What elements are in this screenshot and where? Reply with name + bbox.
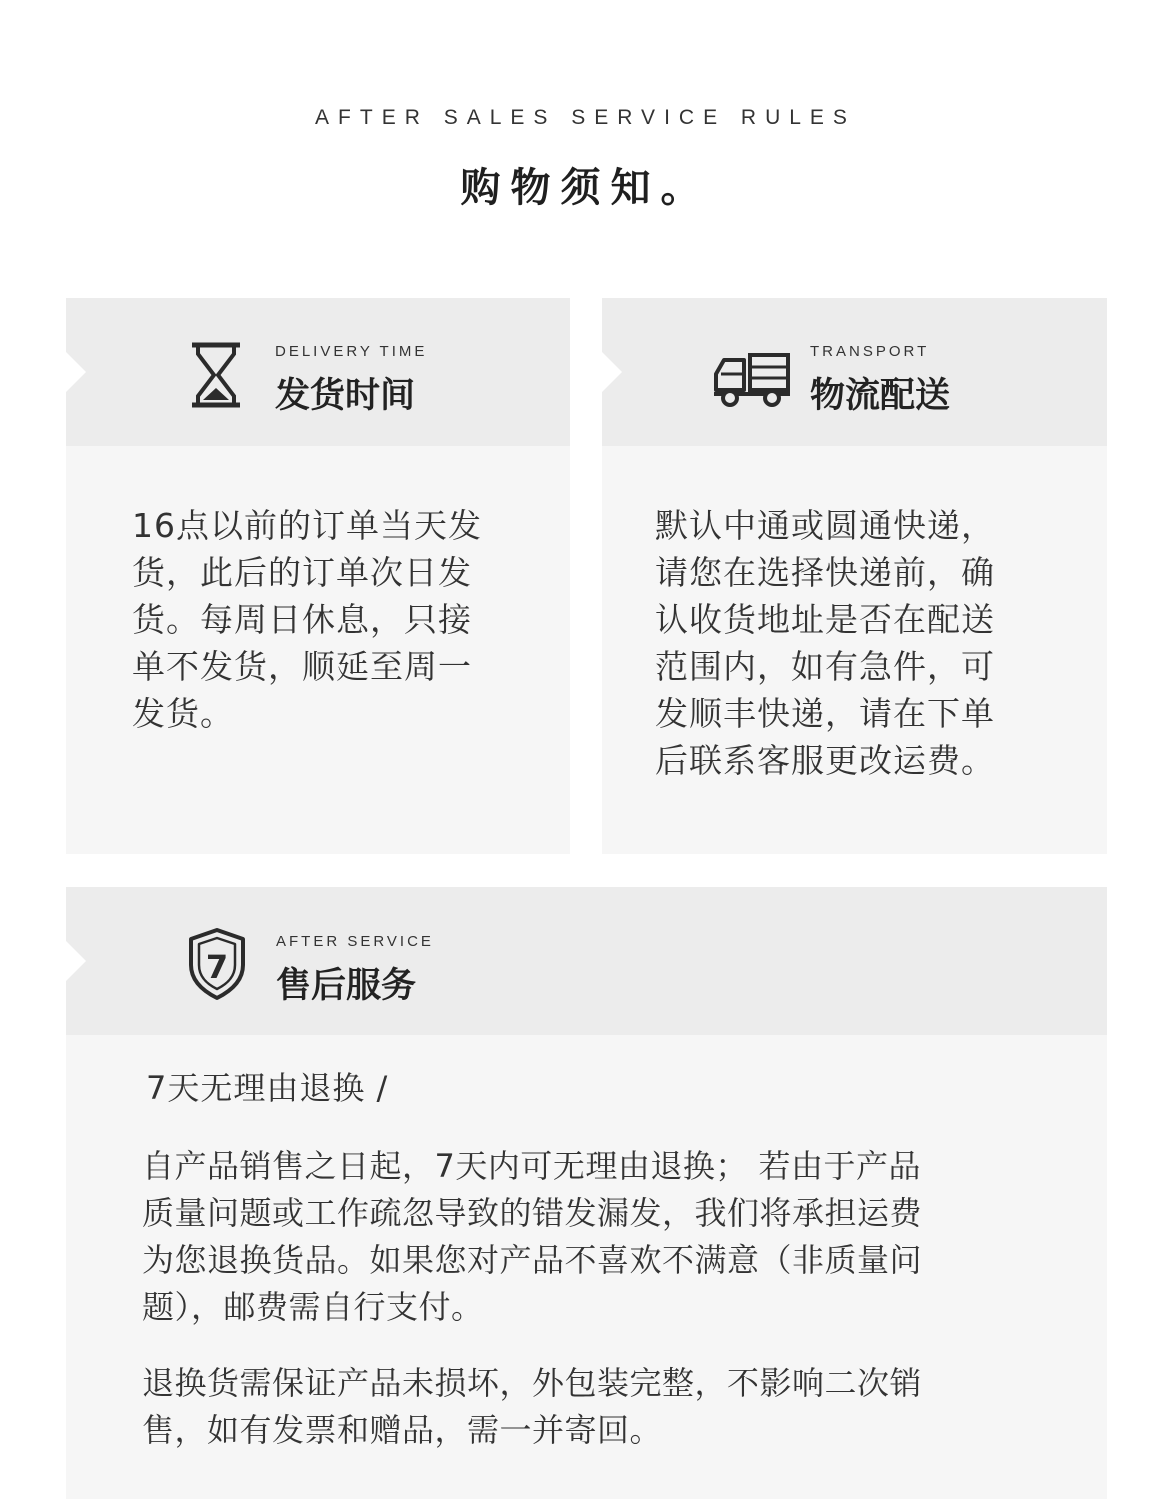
header-notch [66,941,86,981]
hourglass-icon [190,342,242,408]
transport-line: 后联系客服更改运费。 [655,741,995,780]
delivery-title-en: DELIVERY TIME [275,343,428,360]
delivery-card-header [66,298,570,446]
shield-seven-icon [187,927,247,1001]
transport-line: 发顺丰快递，请在下单 [655,694,995,733]
after-service-card-header [66,887,1107,1035]
para-line: 退换货需保证产品未损坏，外包装完整，不影响二次销 [142,1364,923,1402]
para-line: 售，如有发票和赠品，需一并寄回。 [142,1411,663,1449]
after-service-para-1 [142,1143,1102,1331]
transport-line: 范围内，如有急件，可 [655,647,995,686]
para-line: 为您退换货品。如果您对产品不喜欢不满意（非质量问 [142,1241,923,1279]
after-service-card [66,887,1107,1499]
para-line: 质量问题或工作疏忽导致的错发漏发，我们将承担运费 [142,1194,923,1232]
header-notch [66,352,86,392]
transport-text [655,502,1095,784]
transport-card [602,298,1107,854]
para-line: 题），邮费需自行支付。 [142,1288,484,1326]
delivery-line: 货，此后的订单次日发 [132,553,472,592]
delivery-line: 16点以前的订单当天发 [132,506,482,545]
header-notch [602,352,622,392]
transport-line: 认收货地址是否在配送 [655,600,995,639]
page-kicker: AFTER SALES SERVICE RULES [315,106,856,129]
delivery-title-zh: 发货时间 [275,376,416,416]
para-line: 自产品销售之日起，7天内可无理由退换； 若由于产品 [142,1147,922,1185]
delivery-text [132,502,562,737]
delivery-line: 单不发货，顺延至周一 [132,647,472,686]
delivery-line: 发货。 [132,694,234,733]
shield-digit: 7 [205,948,229,986]
delivery-line: 货。每周日休息，只接 [132,600,472,639]
transport-title-en: TRANSPORT [810,343,930,360]
transport-card-header [602,298,1107,446]
truck-icon [712,352,792,408]
after-service-title-zh: 售后服务 [276,966,417,1006]
page-title: 购物须知。 [460,164,711,211]
after-service-subtitle: 7天无理由退换 / [146,1069,389,1107]
delivery-card [66,298,570,854]
transport-title-zh: 物流配送 [810,376,951,416]
after-service-para-2 [142,1360,1102,1454]
transport-line: 默认中通或圆通快递， [655,506,995,545]
after-service-title-en: AFTER SERVICE [276,933,434,950]
transport-line: 请您在选择快递前，确 [655,553,995,592]
